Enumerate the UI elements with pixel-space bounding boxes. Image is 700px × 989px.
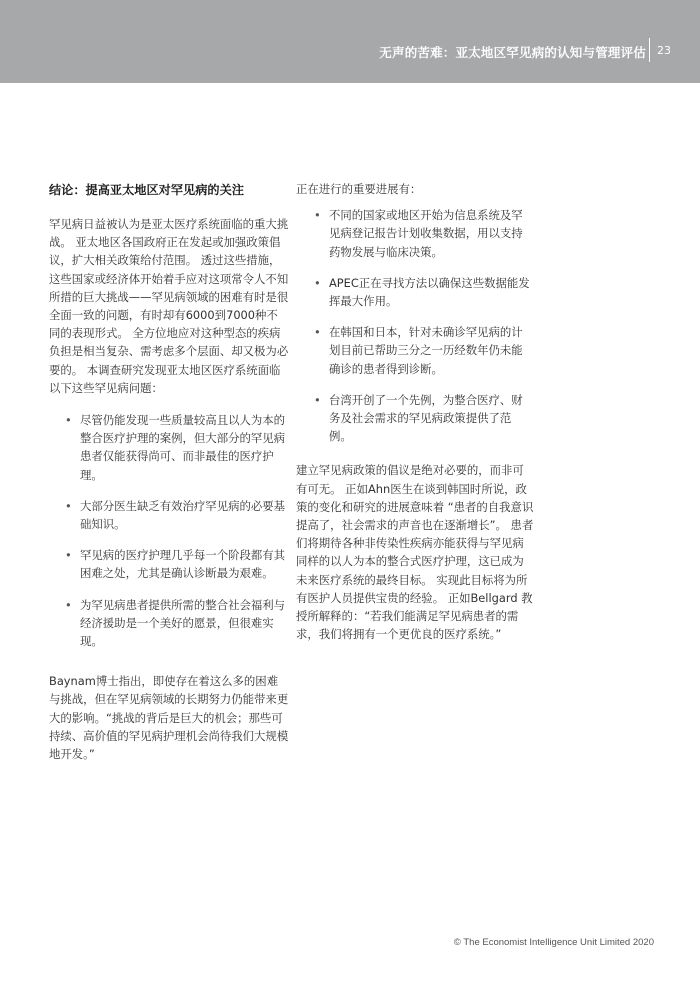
progress-list	[296, 206, 534, 445]
list-item: • 不同的国家或地区开始为信息系统及罕见病登记报告计划收集数据，用以支持药物发展与临床决策。	[314, 206, 534, 261]
intro-paragraph: 罕见病日益被认为是亚太医疗系统面临的重大挑战。 亚太地区各国政府正在发起或加强政策倡议，扩大相关政策给付范围。 透过这些措施，这些国家或经济体开始着手应对这项常令人不知所措的巨大挑战——罕见病领域的困难有时是很全面一致的问题，有时却有6000到7000种不同的表现形式。 全方位地应对这种型态的疾病负担是相当复杂、需考虑多个层面、却又极为必要的。 本调查研究发现亚太地区医疗系统面临以下这些罕见病问题：	[49, 217, 289, 395]
progress-intro: 正在进行的重要进展有：	[296, 182, 422, 196]
list-item: • 在韩国和日本，针对未确诊罕见病的计划目前已帮助三分之一历经数年仍未能确诊的患者得到诊断。	[314, 323, 534, 378]
list-item: • 尽管仍能发现一些质量较高且以人为本的整合医疗护理的案例，但大部分的罕见病患者仅能获得尚可、而非最佳的医疗护理。	[65, 411, 289, 484]
conclusion-paragraph: 建立罕见病政策的倡议是绝对必要的，而非可有可无。 正如Ahn医生在谈到韩国时所说，政策的变化和研究的进展意味着 “患者的自我意识提高了，社会需求的声音也在逐渐增长”。 患者们将期待各种非传染性疾病亦能获得与罕见病同样的以人为本的整合式医疗护理，这已成为未来医疗系统的最终目标。 实现此目标将为所有医护人员提供宝贵的经验。 正如Bellgard 教授所解释的：“若我们能满足罕见病患者的需求，我们将拥有一个更优良的医疗系统。”	[296, 463, 534, 642]
header-divider	[649, 38, 650, 62]
findings-list	[49, 411, 289, 650]
list-item: • 为罕见病患者提供所需的整合社会福利与经济援助是一个美好的愿景，但很难实现。	[65, 596, 289, 651]
copyright-footer: © The Economist Intelligence Unit Limited 2020	[453, 937, 654, 948]
list-item: • APEC正在寻找方法以确保这些数据能发挥最大作用。	[314, 274, 534, 310]
report-title: 无声的苦难：亚太地区罕见病的认知与管理评估	[379, 45, 646, 60]
header-band	[0, 0, 700, 83]
closing-paragraph: Baynam博士指出，即使存在着这么多的困难与挑战，但在罕见病领域的长期努力仍能带来更大的影响。“挑战的背后是巨大的机会；那些可持续、高价值的罕见病护理机会尚待我们大规模地开发。”	[49, 674, 289, 762]
right-column	[296, 180, 534, 643]
list-item: • 台湾开创了一个先例，为整合医疗、财务及社会需求的罕见病政策提供了范例。	[314, 391, 534, 446]
page-number: 23	[657, 44, 671, 57]
section-heading: 结论：提高亚太地区对罕见病的关注	[49, 183, 244, 197]
list-item: • 罕见病的医疗护理几乎每一个阶段都有其困难之处，尤其是确认诊断最为艰难。	[65, 546, 289, 582]
left-column	[49, 180, 289, 763]
list-item: • 大部分医生缺乏有效治疗罕见病的必要基础知识。	[65, 497, 289, 533]
